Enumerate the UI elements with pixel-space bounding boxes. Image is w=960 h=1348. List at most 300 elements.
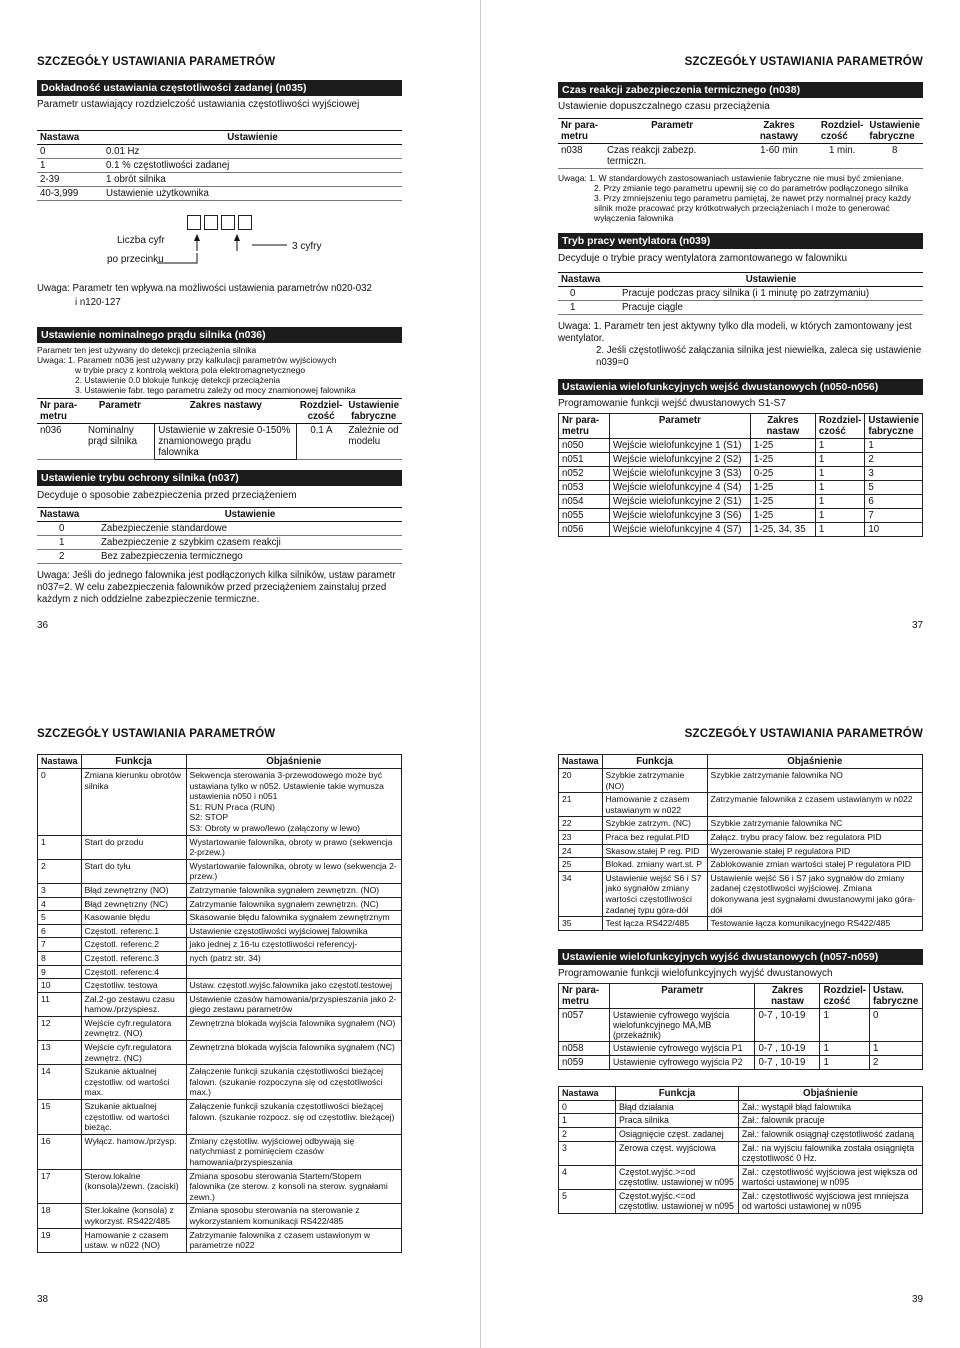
cell: 3 [559,1141,616,1165]
cell: 22 [559,817,603,831]
cell: Zał.: częstotliwość wyjściowa jest mniejsza od wartości ustawionej w n095 [739,1189,923,1213]
col-header: Ustawienie fabryczne [345,399,402,424]
cell: 1 [815,453,865,467]
table-row [38,1065,402,1100]
cell: Szybkie zatrzym. (NC) [602,817,707,831]
cell: Zablokowanie zmian wartości stałej P regulatora PID [707,858,922,872]
cell: Zmiana kierunku obrotów silnika [81,769,186,836]
n036-note-1b: w trybie pracy z kontrolą wektora pola elektromagnetycznego [75,365,306,375]
cell: Zabezpieczenie standardowe [98,522,402,536]
table-row [38,1228,402,1252]
arrow-head [234,234,240,241]
cell: Załącz. trybu pracy falow. bez regulatora PID [707,830,922,844]
input-function-table-cont [558,754,923,931]
col-header: Parametr [85,399,155,424]
col-header: Nr para-metru [558,119,604,144]
cell: 34 [559,871,603,916]
table-header [37,131,402,145]
n039-note-1: Uwaga: 1. Parametr ten jest aktywny tylko dla modeli, w których zamontowany jest wentylator. [558,321,912,344]
n039-title: Tryb pracy wentylatora (n039) [558,233,923,249]
n035-note-cont: i n120-127 [75,297,121,308]
page-number: 38 [37,1294,49,1305]
table-row [559,523,923,537]
page-36-header: SZCZEGÓŁY USTAWIANIA PARAMETRÓW [37,56,276,68]
table-row [38,859,402,883]
cell: Ustawienie wejść S6 i S7 jako sygnałów do zmiany zadanej częstotliwości wyjściowej. Zmiana dokonywana jest sygnałami dwustanowymi jako góra-dół [707,871,922,916]
col-header: Objaśnienie [707,755,922,769]
output-function-rows [559,1100,923,1213]
cell: nych (patrz str. 34) [186,951,401,965]
table-row [559,1008,923,1041]
table-row [38,1016,402,1040]
table-row [559,1141,923,1165]
table-row [37,173,402,187]
cell: Zmiana sposobu sterowania na sterowanie z wykorzystaniem komunikacji RS422/485 [186,1204,401,1228]
cell: Ustawienie cyfrowego wyjścia P2 [610,1055,755,1069]
cell: Zatrzymanie falownika z czasem ustawionym w parametrze n022 [186,1228,401,1252]
table-row [38,979,402,993]
col-header: Rozdziel-czość [815,414,865,439]
cell: n055 [559,509,610,523]
bottom-spread [0,674,960,1348]
table-row [38,938,402,952]
cell: 0 [870,1008,923,1041]
table-row [559,453,923,467]
cell: 8 [866,144,923,169]
table-row [37,424,402,460]
table-row [38,1134,402,1169]
cell: n051 [559,453,610,467]
input-function-rows [38,769,402,1253]
table-row [38,835,402,859]
cell: Skasowanie błędu falownika sygnałem zewnętrznym [186,911,401,925]
col-header: Nastawa [559,755,603,769]
table-header [559,414,923,439]
cell: n054 [559,495,610,509]
table-row [38,1100,402,1135]
cell: 2 [38,859,82,883]
table-row [38,1169,402,1204]
cell: 1 [815,509,865,523]
n036-note-3: 3. Ustawienie fabr. tego parametru zależy od mocy znamionowej falownika [75,385,356,395]
table-row [558,144,923,169]
table-row [559,858,923,872]
cell: Praca silnika [616,1114,739,1128]
col-header: Parametr [604,119,740,144]
cell: 0.1 A [297,424,346,460]
n057-subtitle: Programowanie funkcji wielofunkcyjnych wyjść dwustanowych [558,967,833,979]
col-header: Ustawienie fabryczne [865,414,923,439]
cell: Zabezpieczenie z szybkim czasem reakcji [98,536,402,550]
cell: 1 [559,1114,616,1128]
col-header: Objaśnienie [739,1086,923,1100]
col-header: Ustawienie [98,508,402,522]
table-row [38,883,402,897]
table-header [38,755,402,769]
table-row [37,159,402,173]
table-header [559,755,923,769]
cell: n056 [559,523,610,537]
cell: 1 min. [818,144,867,169]
cell: 4 [559,1165,616,1189]
table-row [559,769,923,793]
cell: 35 [559,917,603,931]
table-row [559,793,923,817]
table-row [559,844,923,858]
cell: Wystartowanie falownika, obroty w lewo (sekwencja 2-przew.) [186,859,401,883]
col-header: Ustawienie fabryczne [866,119,923,144]
cell: Praca bez regulat.PID [602,830,707,844]
cell: 1 [820,1055,870,1069]
table-row [558,301,923,315]
col-header: Ustaw. fabryczne [870,983,923,1008]
col-header: Objaśnienie [186,755,401,769]
cell: Testowanie łącza komunikacyjnego RS422/485 [707,917,922,931]
cell: 1 [558,301,619,315]
page-divider [480,674,481,1348]
n036-table [37,398,402,460]
cell: Częstot.wyjśc.<=od częstotliw. ustawionej w n095 [616,1189,739,1213]
col-header: Nastawa [559,1086,616,1100]
cell: 4 [38,897,82,911]
cell: Ustawienie w zakresie 0-150% znamionowego prądu falownika [155,424,297,460]
cell: Ustawienie częstotliwości wyjściowej falownika [186,924,401,938]
cell: 1 [820,1041,870,1055]
cell: n052 [559,467,610,481]
col-header: Zakres nastawy [155,399,297,424]
cell: jako jednej z 16-tu częstotliwości referencyj- [186,938,401,952]
col-header: Funkcja [602,755,707,769]
cell: Hamowanie z czasem ustaw. w n022 (NO) [81,1228,186,1252]
cell: Zewnętrzna blokada wyjścia falownika sygnałem (NC) [186,1041,401,1065]
n039-table [558,272,923,315]
col-header: Nastawa [37,508,98,522]
cell: Test łącza RS422/485 [602,917,707,931]
input-function-table [37,754,402,1253]
cell: Częstotl. referenc.2 [81,938,186,952]
col-header: Funkcja [616,1086,739,1100]
cell: Osiągnięcie częst. zadanej [616,1127,739,1141]
digit-box [221,215,235,230]
n057-table [558,983,923,1070]
cell: 5 [865,481,923,495]
cell: 1 obrót silnika [103,173,402,187]
table-row [38,1041,402,1065]
cell: 10 [865,523,923,537]
cell: Zewnętrzna blokada wyjścia falownika sygnałem (NO) [186,1016,401,1040]
cell: 2-39 [37,173,103,187]
cell: Szybkie zatrzymanie falownika NC [707,817,922,831]
cell: 20 [559,769,603,793]
cell: Nominalny prąd silnika [85,424,155,460]
n037-subtitle: Decyduje o sposobie zabezpieczenia przed przeciążeniem [37,490,297,501]
cell: 0.1 % częstotliwości zadanej [103,159,402,173]
cell: 7 [865,509,923,523]
cell: 6 [865,495,923,509]
cell: Częstot.wyjśc.>=od częstotliw. ustawionej w n095 [616,1165,739,1189]
cell: Zmiany częstotliw. wyjściowej odbywają się natychmiast z pominięciem czasów hamowania/przyspieszania [186,1134,401,1169]
cell: Hamowanie z czasem ustawianym w n022 [602,793,707,817]
cell: 3 [865,467,923,481]
diagram-arrows [157,229,287,269]
col-header: Nastawa [558,273,619,287]
col-header: Nastawa [37,131,103,145]
col-header: Zakres nastawy [740,119,818,144]
cell: Wejście cyfr.regulatora zewnętrz. (NO) [81,1016,186,1040]
table-row [559,1055,923,1069]
n039-note-2: 2. Jeśli częstotliwość załączania silnika jest niewielka, zaleca się ustawienie n039=0 [596,345,922,368]
table-header [37,508,402,522]
cell: Start do przodu [81,835,186,859]
cell: Bez zabezpieczenia termicznego [98,550,402,564]
n036-note-1: Uwaga: 1. Parametr n036 jest używany przy kalkulacji parametrów wyjściowych [37,355,337,365]
n035-note: Uwaga: Parametr ten wpływa na możliwości ustawienia parametrów n020-032 [37,283,372,294]
arrow-head [194,234,200,241]
cell: Ster.lokalne (konsola) z wykorzyst. RS422/485 [81,1204,186,1228]
n036-title: Ustawienie nominalnego prądu silnika (n036) [37,327,402,343]
cell: Skasow.stałej P reg. PID [602,844,707,858]
cell: 6 [38,924,82,938]
cell: 15 [38,1100,82,1135]
digit-box [187,215,201,230]
cell: Wejście wielofunkcyjne 4 (S4) [610,481,751,495]
n038-table [558,118,923,169]
page-36 [37,80,402,606]
cell: Ustawienie cyfrowego wyjścia wielofunkcyjnego MA,MB (przekaźnik) [610,1008,755,1041]
cell: 7 [38,938,82,952]
col-header: Funkcja [81,755,186,769]
table-row [559,917,923,931]
n036-note-2: 2. Ustawienie 0.0 blokuje funkcję detekcji przeciążenia [75,375,281,385]
cell: 0 [559,1100,616,1114]
cell: 0-25 [750,467,815,481]
cell: Pracuje ciągle [619,301,923,315]
cell: Wejście wielofunkcyjne 2 (S1) [610,495,751,509]
input-function-rows-cont [559,769,923,931]
page-number: 39 [912,1294,924,1305]
cell: 5 [38,911,82,925]
page-38-header: SZCZEGÓŁY USTAWIANIA PARAMETRÓW [37,728,276,740]
table-row [37,187,402,201]
cell: Zatrzymanie falownika sygnałem zewnętrzn. (NO) [186,883,401,897]
cell: 0 [558,287,619,301]
n037-title: Ustawienie trybu ochrony silnika (n037) [37,470,402,486]
cell: Kasowanie błędu [81,911,186,925]
cell: Zał.: częstotliwość wyjściowa jest większa od wartości ustawionej w n095 [739,1165,923,1189]
cell: Ustawienie cyfrowego wyjścia P1 [610,1041,755,1055]
decimal-diagram [37,215,402,279]
n050-table [558,413,923,537]
cell: Szybkie zatrzymanie falownika NO [707,769,922,793]
cell: Częstotl. referenc.4 [81,965,186,979]
cell: Zatrzymanie falownika sygnałem zewnętrzn. (NC) [186,897,401,911]
cell: Zatrzymanie falownika z czasem ustawianym w n022 [707,793,922,817]
n038-note-2: 2. Przy zmianie tego parametru upewnij się co do parametrów podłączonego silnika [594,183,909,193]
digit-box [238,215,252,230]
table-row [559,830,923,844]
table-row [38,965,402,979]
n035-table [37,130,402,201]
page-39 [558,754,923,1214]
cell: 2 [37,550,98,564]
cell: Wejście cyfr.regulatora zewnętrz. (NC) [81,1041,186,1065]
cell: 1 [870,1041,923,1055]
cell: 2 [870,1055,923,1069]
cell: Zerowa częst. wyjściowa [616,1141,739,1165]
cell: n057 [559,1008,610,1041]
n035-title: Dokładność ustawiania częstotliwości zadanej (n035) [37,80,402,96]
col-header: Parametr [610,414,751,439]
n037-note: Uwaga: Jeśli do jednego falownika jest podłączonych kilka silników, ustaw parametr n037=2. W celu zabezpieczenia falowników przed przeciążeniem zainstaluj przed każdym z nich oddzielne zabezpieczenie termiczne. [37,570,396,605]
cell: Zał.: falownik osiągnął częstotliwość zadaną [739,1127,923,1141]
cell [186,965,401,979]
cell: 0-7 , 10-19 [755,1008,820,1041]
table-row [37,536,402,550]
cell: Błąd zewnętrzny (NC) [81,897,186,911]
cell: Częstotliw. testowa [81,979,186,993]
cell: Blokad. zmiany wart.st. P [602,858,707,872]
cell: 19 [38,1228,82,1252]
decimal-label: po przecinku [107,254,164,265]
cell: 16 [38,1134,82,1169]
cell: Załączenie funkcji szukania częstotliwości bieżącej falown. (szukanie rozpoczyna się od częstotliwości max.) [186,1065,401,1100]
col-header: Rozdziel-czość [820,983,870,1008]
cell: 1 [37,159,103,173]
cell: Wejście wielofunkcyjne 2 (S2) [610,453,751,467]
col-header: Nastawa [38,755,82,769]
cell: 8 [38,951,82,965]
cell: Wejście wielofunkcyjne 3 (S6) [610,509,751,523]
cell: Zmiana sposobu sterowania Startem/Stopem falownika (ze sterow. z konsoli na sterow. sygnałami zewn.) [186,1169,401,1204]
cell: 1-25, 34, 35 [750,523,815,537]
n050-title: Ustawienia wielofunkcyjnych wejść dwustanowych (n050-n056) [558,379,923,395]
col-header: Ustawienie [619,273,923,287]
table-row [38,1204,402,1228]
cell: 2 [559,1127,616,1141]
n038-note-1: Uwaga: 1. W standardowych zastosowaniach ustawienie fabryczne nie musi być zmieniane. [558,173,904,183]
table-row [559,467,923,481]
cell: 1-25 [750,453,815,467]
cell: Częstotl. referenc.1 [81,924,186,938]
cell: 1 [815,481,865,495]
cell: 2 [865,453,923,467]
cell: 1-25 [750,439,815,453]
cell: Sekwencja sterowania 3-przewodowego może być ustawiana tylko w n052. Ustawienie takie wymusza ustawienia n050 i n051 S1: RUN Praca (RUN) S2: STOP S3: Obroty w prawo/lewo (załączony w lewo) [186,769,401,836]
cell: Start do tyłu [81,859,186,883]
cell: 10 [38,979,82,993]
col-header: Parametr [610,983,755,1008]
cell: 11 [38,992,82,1016]
cell: 1 [37,536,98,550]
page-37-header: SZCZEGÓŁY USTAWIANIA PARAMETRÓW [684,56,923,68]
cell: Ustawienie czasów hamowania/przyspieszania jako 2-giego zestawu parametrów [186,992,401,1016]
table-header [558,119,923,144]
cell: n038 [558,144,604,169]
cell: n058 [559,1041,610,1055]
page-39-header: SZCZEGÓŁY USTAWIANIA PARAMETRÓW [684,728,923,740]
three-digits-label: 3 cyfry [292,241,322,252]
cell: Zależnie od modelu [345,424,402,460]
cell: Czas reakcji zabezp. termiczn. [604,144,740,169]
cell: Zał.2-go zestawu czasu hamow./przyspiesz. [81,992,186,1016]
cell: Zał.: wystąpił błąd falownika [739,1100,923,1114]
table-row [559,1165,923,1189]
cell: 25 [559,858,603,872]
n050-rows [559,439,923,537]
table-row [37,522,402,536]
page-37 [558,82,923,537]
n038-title: Czas reakcji zabezpieczenia termicznego (n038) [558,82,923,98]
cell: 18 [38,1204,82,1228]
page-number: 37 [912,620,924,631]
col-header: Rozdziel-czość [297,399,346,424]
cell: 3 [38,883,82,897]
cell: Szukanie aktualnej częstotliw. od wartości bieżąc. [81,1100,186,1135]
table-row [559,1127,923,1141]
n035-subtitle: Parametr ustawiający rozdzielczość ustawiania częstotliwości wyjściowej [37,99,360,110]
cell: 1 [38,835,82,859]
cell: 21 [559,793,603,817]
cell: Wejście wielofunkcyjne 3 (S3) [610,467,751,481]
cell: 0.01 Hz [103,145,402,159]
page-38 [37,754,402,1253]
cell: 0 [37,522,98,536]
table-header [558,273,923,287]
cell: 1 [820,1008,870,1041]
col-header: Zakres nastaw [750,414,815,439]
cell: 1 [815,439,865,453]
cell: Ustawienie użytkownika [103,187,402,201]
table-row [37,145,402,159]
cell: Sterow.lokalne (konsola)/zewn. (zaciski) [81,1169,186,1204]
cell: 0 [37,145,103,159]
table-row [38,769,402,836]
cell: 9 [38,965,82,979]
n057-title: Ustawienie wielofunkcyjnych wyjść dwustanowych (n057-n059) [558,949,923,965]
col-header: Ustawienie [103,131,402,145]
col-header: Nr para-metru [559,414,610,439]
cell: Zał.: na wyjściu falownika została osiągnięta częstotliwość 0 Hz. [739,1141,923,1165]
cell: Zał.: falownik pracuje [739,1114,923,1128]
table-row [559,495,923,509]
cell: n059 [559,1055,610,1069]
n039-subtitle: Decyduje o trybie pracy wentylatora zamontowanego w falowniku [558,253,848,264]
col-header: Zakres nastaw [755,983,820,1008]
table-row [558,287,923,301]
table-header [559,1086,923,1100]
output-function-table [558,1086,923,1214]
table-header [37,399,402,424]
table-row [559,1041,923,1055]
cell: 0-7 , 10-19 [755,1041,820,1055]
cell: 1-25 [750,509,815,523]
table-row [38,992,402,1016]
n037-table [37,507,402,564]
cell: Wejście wielofunkcyjne 4 (S7) [610,523,751,537]
cell: 1-25 [750,495,815,509]
cell: 12 [38,1016,82,1040]
cell: 0 [38,769,82,836]
n038-note-3: 3. Przy zmniejszeniu tego parametru pamiętaj, że nawet przy normalnej pracy każdy silnik może pracować przy krótkotrwałych przeciążeniach i może to generować wyłączenia falownika [594,193,912,223]
cell: Ustaw. częstotl.wyjśc.falownika jako częstotl.testowej [186,979,401,993]
cell: n053 [559,481,610,495]
table-row [559,509,923,523]
cell: 1 [865,439,923,453]
digit-box [204,215,218,230]
cell: 1 [815,495,865,509]
n050-subtitle: Programowanie funkcji wejść dwustanowych S1-S7 [558,398,786,409]
table-row [559,1189,923,1213]
